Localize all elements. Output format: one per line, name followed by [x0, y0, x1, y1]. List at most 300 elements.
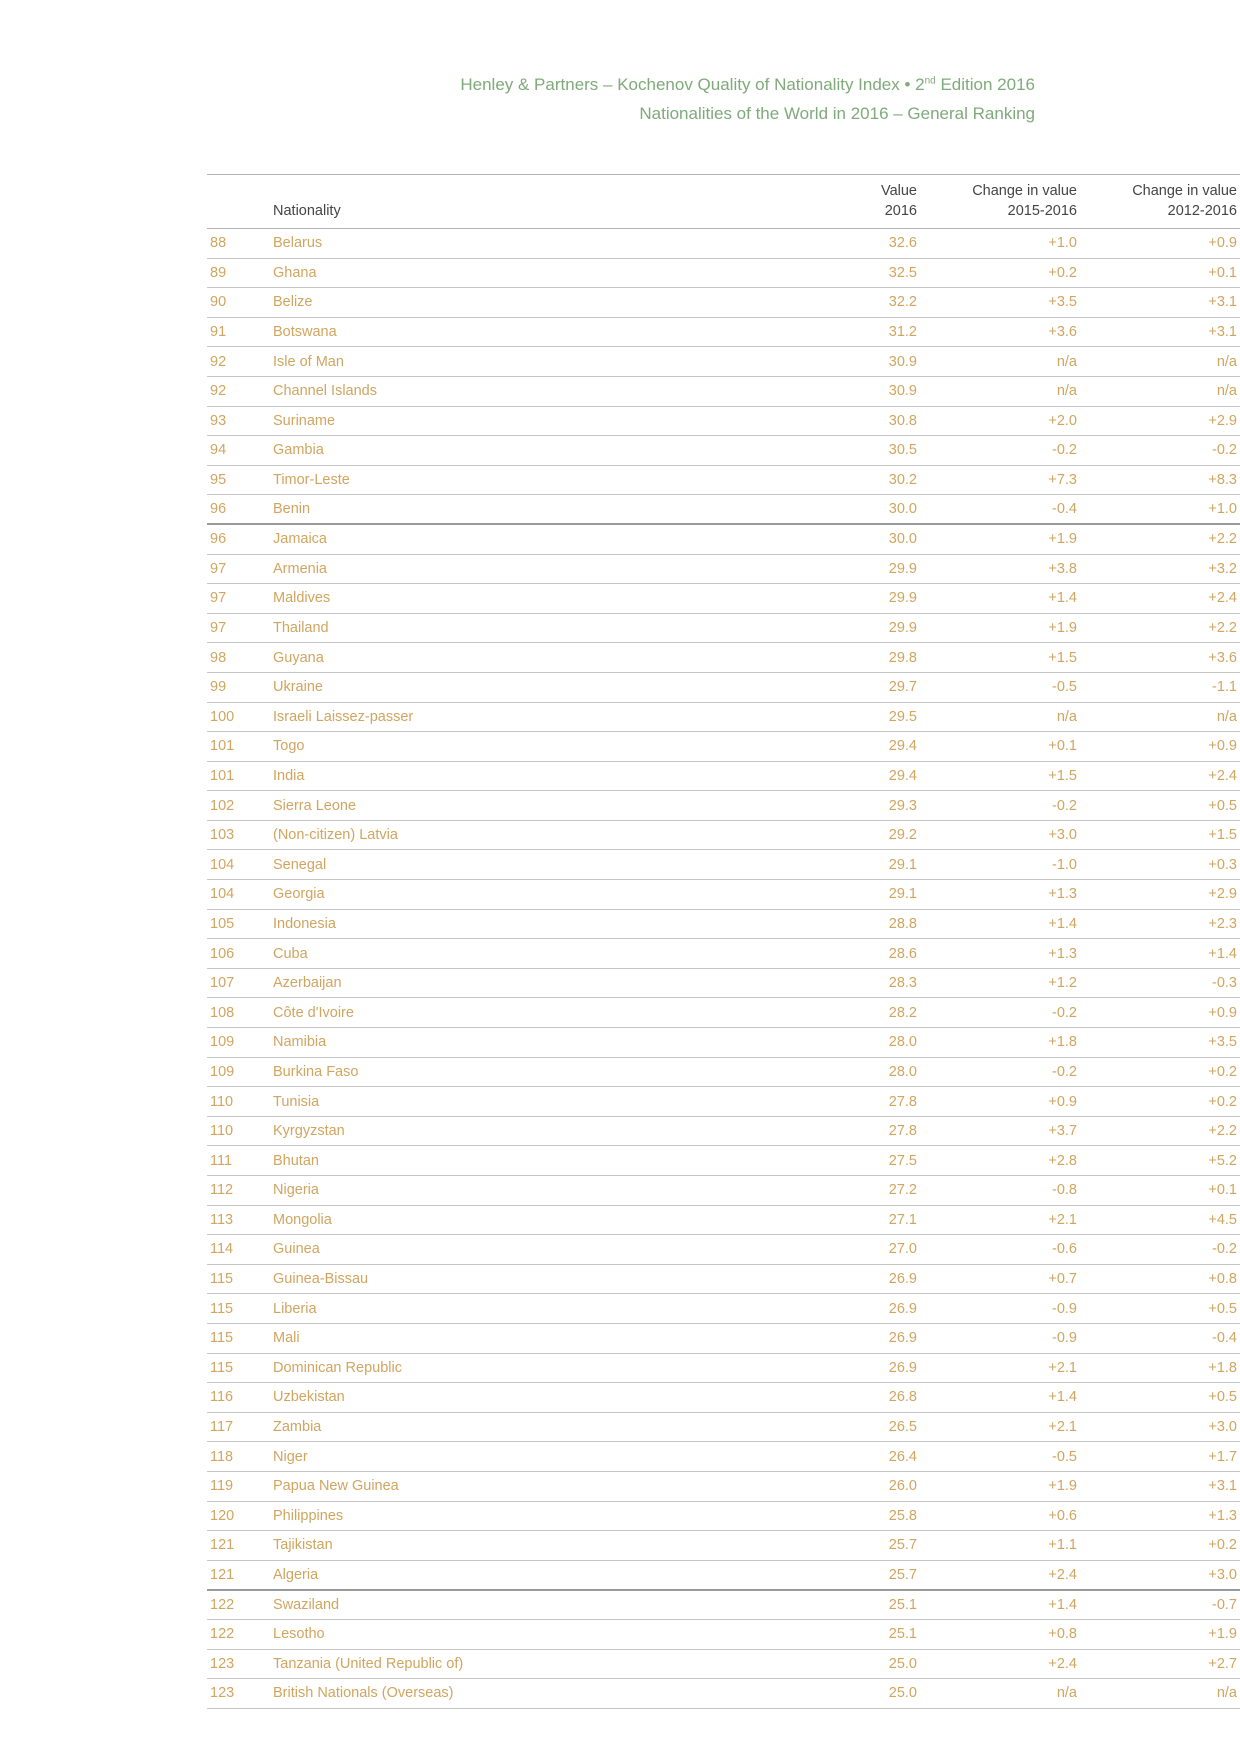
change-2015-2016-cell: -0.5 [920, 672, 1080, 702]
table-row [207, 1649, 1240, 1679]
value-cell: 30.8 [655, 406, 920, 436]
rank-cell: 91 [207, 317, 270, 347]
change-2015-2016-cell: +3.8 [920, 554, 1080, 584]
change-2015-2016-cell: +1.9 [920, 613, 1080, 643]
value-cell: 30.9 [655, 347, 920, 377]
value-cell: 29.1 [655, 850, 920, 880]
nationality-cell: Ukraine [270, 672, 655, 702]
rank-cell: 117 [207, 1412, 270, 1442]
change-2015-2016-cell: +0.1 [920, 732, 1080, 762]
value-cell: 25.1 [655, 1619, 920, 1649]
nationality-cell: Belarus [270, 229, 655, 259]
change-2012-2016-cell: +2.3 [1080, 909, 1240, 939]
value-cell: 28.8 [655, 909, 920, 939]
change-2012-2016-cell: +3.0 [1080, 1412, 1240, 1442]
rank-cell: 99 [207, 672, 270, 702]
nationality-cell: Azerbaijan [270, 968, 655, 998]
table-row [207, 761, 1240, 791]
rank-cell: 93 [207, 406, 270, 436]
rank-cell: 121 [207, 1531, 270, 1561]
value-cell: 26.5 [655, 1412, 920, 1442]
change-2012-2016-cell: +2.2 [1080, 524, 1240, 554]
value-cell: 25.7 [655, 1531, 920, 1561]
rank-cell: 94 [207, 436, 270, 466]
table-row [207, 880, 1240, 910]
change-2012-2016-cell: n/a [1080, 702, 1240, 732]
change-2012-2016-cell: +3.1 [1080, 288, 1240, 318]
change-2015-2016-cell: +1.9 [920, 1471, 1080, 1501]
nationality-cell: Dominican Republic [270, 1353, 655, 1383]
table-row [207, 1176, 1240, 1206]
rank-column-header [207, 175, 270, 229]
change-2015-2016-cell: +3.6 [920, 317, 1080, 347]
change-2015-2016-cell: +0.8 [920, 1619, 1080, 1649]
table-row [207, 288, 1240, 318]
table-row [207, 613, 1240, 643]
table-row [207, 1412, 1240, 1442]
nationality-cell: India [270, 761, 655, 791]
table-row [207, 791, 1240, 821]
nationality-cell: Botswana [270, 317, 655, 347]
change-2012-2016-cell: +0.2 [1080, 1531, 1240, 1561]
rank-cell: 108 [207, 998, 270, 1028]
nationality-cell: Ghana [270, 258, 655, 288]
table-row [207, 702, 1240, 732]
table-row [207, 1679, 1240, 1709]
change-2015-2016-cell: +2.1 [920, 1412, 1080, 1442]
table-row [207, 820, 1240, 850]
nationality-cell: Guinea [270, 1235, 655, 1265]
value-cell: 28.0 [655, 1057, 920, 1087]
change-2012-2016-cell: +5.2 [1080, 1146, 1240, 1176]
change-2015-2016-cell: -0.2 [920, 791, 1080, 821]
nationality-cell: Liberia [270, 1294, 655, 1324]
change-2012-2016-cell: n/a [1080, 376, 1240, 406]
change-2015-2016-cell: +1.5 [920, 761, 1080, 791]
nationality-cell: Mongolia [270, 1205, 655, 1235]
value-cell: 30.2 [655, 465, 920, 495]
rank-cell: 104 [207, 850, 270, 880]
table-row [207, 1146, 1240, 1176]
table-row [207, 672, 1240, 702]
rank-cell: 103 [207, 820, 270, 850]
change-2012-2016-cell: +3.5 [1080, 1028, 1240, 1058]
rank-cell: 115 [207, 1264, 270, 1294]
change-2012-2016-cell: +1.7 [1080, 1442, 1240, 1472]
rank-cell: 97 [207, 584, 270, 614]
rank-cell: 95 [207, 465, 270, 495]
change-2015-2016-cell: +1.5 [920, 643, 1080, 673]
change-2012-2016-cell: +2.9 [1080, 880, 1240, 910]
value-cell: 27.2 [655, 1176, 920, 1206]
value-cell: 29.7 [655, 672, 920, 702]
change-2012-2016-cell: +0.9 [1080, 229, 1240, 259]
change-2012-2016-cell: +2.7 [1080, 1649, 1240, 1679]
change-2012-2016-cell: +1.0 [1080, 495, 1240, 525]
value-cell: 26.0 [655, 1471, 920, 1501]
value-cell: 31.2 [655, 317, 920, 347]
value-cell: 29.8 [655, 643, 920, 673]
change-2012-2016-cell: -0.4 [1080, 1323, 1240, 1353]
nationality-cell: Benin [270, 495, 655, 525]
nationality-cell: Guinea-Bissau [270, 1264, 655, 1294]
value-cell: 28.3 [655, 968, 920, 998]
change-2015-2016-cell: -0.2 [920, 436, 1080, 466]
rank-cell: 109 [207, 1057, 270, 1087]
nationality-cell: Togo [270, 732, 655, 762]
change-2015-2016-cell: +3.0 [920, 820, 1080, 850]
rank-cell: 115 [207, 1294, 270, 1324]
nationality-cell: Philippines [270, 1501, 655, 1531]
value-cell: 25.7 [655, 1560, 920, 1590]
rank-cell: 92 [207, 376, 270, 406]
value-cell: 29.9 [655, 613, 920, 643]
change-2012-2016-cell: n/a [1080, 1679, 1240, 1709]
table-row [207, 1353, 1240, 1383]
table-row [207, 347, 1240, 377]
table-row [207, 1205, 1240, 1235]
rank-cell: 123 [207, 1649, 270, 1679]
change-2012-2016-cell: +1.3 [1080, 1501, 1240, 1531]
table-header-row [207, 175, 1240, 229]
rank-cell: 111 [207, 1146, 270, 1176]
nationality-cell: Belize [270, 288, 655, 318]
rank-cell: 92 [207, 347, 270, 377]
nationality-cell: Bhutan [270, 1146, 655, 1176]
table-row [207, 1087, 1240, 1117]
nationality-cell: Namibia [270, 1028, 655, 1058]
change-2012-2016-cell: +0.3 [1080, 850, 1240, 880]
value-cell: 30.9 [655, 376, 920, 406]
rank-cell: 121 [207, 1560, 270, 1590]
change-2012-2016-cell: +0.1 [1080, 258, 1240, 288]
table-row [207, 258, 1240, 288]
change-2012-2016-cell: +1.8 [1080, 1353, 1240, 1383]
change-2012-2016-cell: +0.8 [1080, 1264, 1240, 1294]
table-row [207, 406, 1240, 436]
change-2015-2016-cell: n/a [920, 702, 1080, 732]
value-cell: 28.6 [655, 939, 920, 969]
nationality-cell: Armenia [270, 554, 655, 584]
change-2012-2016-cell: -0.7 [1080, 1590, 1240, 1620]
table-row [207, 939, 1240, 969]
change-2012-2016-cell: -0.2 [1080, 436, 1240, 466]
rank-cell: 122 [207, 1590, 270, 1620]
change-2012-2016-column-header: Change in value 2012-2016 [1080, 175, 1240, 229]
change-2012-2016-cell: +3.0 [1080, 1560, 1240, 1590]
table-row [207, 465, 1240, 495]
table-row [207, 1501, 1240, 1531]
value-cell: 29.3 [655, 791, 920, 821]
change-2012-2016-cell: +1.4 [1080, 939, 1240, 969]
nationality-cell: Tunisia [270, 1087, 655, 1117]
change-2012-2016-cell: n/a [1080, 347, 1240, 377]
table-row [207, 1294, 1240, 1324]
change-2015-2016-cell: +0.9 [920, 1087, 1080, 1117]
header-subtitle: Nationalities of the World in 2016 – General Ranking [639, 104, 1035, 123]
change-2012-2016-cell: +2.4 [1080, 584, 1240, 614]
change-2012-2016-cell: +0.1 [1080, 1176, 1240, 1206]
nationality-cell: Nigeria [270, 1176, 655, 1206]
rank-cell: 122 [207, 1619, 270, 1649]
table-row [207, 229, 1240, 259]
rank-cell: 106 [207, 939, 270, 969]
nationality-cell: Uzbekistan [270, 1383, 655, 1413]
value-cell: 26.9 [655, 1323, 920, 1353]
change-2015-2016-cell: +1.4 [920, 1383, 1080, 1413]
value-cell: 29.4 [655, 761, 920, 791]
change-2012-2016-cell: +2.2 [1080, 1116, 1240, 1146]
rank-cell: 115 [207, 1323, 270, 1353]
header-title: Henley & Partners – Kochenov Quality of Nationality Index • 2nd Edition 2016 [460, 75, 1035, 94]
nationality-cell: Isle of Man [270, 347, 655, 377]
change-2015-2016-cell: -1.0 [920, 850, 1080, 880]
change-2015-2016-cell: +2.1 [920, 1205, 1080, 1235]
table-row [207, 317, 1240, 347]
change-2012-2016-cell: +0.9 [1080, 998, 1240, 1028]
rank-cell: 109 [207, 1028, 270, 1058]
rank-cell: 105 [207, 909, 270, 939]
change-2015-2016-cell: -0.9 [920, 1294, 1080, 1324]
value-cell: 27.1 [655, 1205, 920, 1235]
change-2015-2016-cell: +1.3 [920, 880, 1080, 910]
rank-cell: 104 [207, 880, 270, 910]
value-cell: 25.8 [655, 1501, 920, 1531]
change-2015-2016-cell: -0.6 [920, 1235, 1080, 1265]
change-2015-2016-cell: +0.2 [920, 258, 1080, 288]
change-2012-2016-cell: +3.6 [1080, 643, 1240, 673]
table-row [207, 850, 1240, 880]
rank-cell: 101 [207, 761, 270, 791]
change-2015-2016-column-header: Change in value 2015-2016 [920, 175, 1080, 229]
nationality-cell: Côte d'Ivoire [270, 998, 655, 1028]
value-cell: 26.9 [655, 1264, 920, 1294]
rank-cell: 116 [207, 1383, 270, 1413]
table-row [207, 376, 1240, 406]
change-2012-2016-cell: +1.5 [1080, 820, 1240, 850]
rank-cell: 113 [207, 1205, 270, 1235]
value-cell: 29.2 [655, 820, 920, 850]
change-2015-2016-cell: +2.8 [920, 1146, 1080, 1176]
value-cell: 25.0 [655, 1649, 920, 1679]
nationality-cell: Tanzania (United Republic of) [270, 1649, 655, 1679]
change-2015-2016-cell: +1.1 [920, 1531, 1080, 1561]
table-row [207, 909, 1240, 939]
change-2012-2016-cell: +0.2 [1080, 1057, 1240, 1087]
rank-cell: 112 [207, 1176, 270, 1206]
table-row [207, 1471, 1240, 1501]
change-2015-2016-cell: -0.2 [920, 1057, 1080, 1087]
value-cell: 29.9 [655, 584, 920, 614]
table-row [207, 1442, 1240, 1472]
change-2015-2016-cell: -0.2 [920, 998, 1080, 1028]
change-2012-2016-cell: +0.9 [1080, 732, 1240, 762]
value-cell: 29.5 [655, 702, 920, 732]
value-cell: 27.0 [655, 1235, 920, 1265]
nationality-cell: Algeria [270, 1560, 655, 1590]
value-cell: 29.4 [655, 732, 920, 762]
change-2015-2016-cell: n/a [920, 376, 1080, 406]
value-cell: 28.0 [655, 1028, 920, 1058]
value-cell: 30.0 [655, 495, 920, 525]
nationality-cell: Kyrgyzstan [270, 1116, 655, 1146]
nationality-cell: Tajikistan [270, 1531, 655, 1561]
table-row [207, 732, 1240, 762]
rank-cell: 115 [207, 1353, 270, 1383]
table-row [207, 1560, 1240, 1590]
value-cell: 29.9 [655, 554, 920, 584]
change-2015-2016-cell: -0.9 [920, 1323, 1080, 1353]
rank-cell: 110 [207, 1116, 270, 1146]
rank-cell: 96 [207, 524, 270, 554]
change-2015-2016-cell: +1.2 [920, 968, 1080, 998]
rank-cell: 118 [207, 1442, 270, 1472]
nationality-cell: Zambia [270, 1412, 655, 1442]
change-2012-2016-cell: +0.5 [1080, 1294, 1240, 1324]
change-2015-2016-cell: +1.8 [920, 1028, 1080, 1058]
change-2012-2016-cell: +0.2 [1080, 1087, 1240, 1117]
nationality-cell: Cuba [270, 939, 655, 969]
nationality-cell: Jamaica [270, 524, 655, 554]
change-2015-2016-cell: +0.6 [920, 1501, 1080, 1531]
change-2015-2016-cell: +2.0 [920, 406, 1080, 436]
change-2015-2016-cell: +3.5 [920, 288, 1080, 318]
rank-cell: 96 [207, 495, 270, 525]
value-cell: 27.5 [655, 1146, 920, 1176]
table-row [207, 1531, 1240, 1561]
change-2015-2016-cell: +2.4 [920, 1560, 1080, 1590]
change-2015-2016-cell: -0.4 [920, 495, 1080, 525]
table-row [207, 968, 1240, 998]
table-row [207, 584, 1240, 614]
change-2012-2016-cell: +3.1 [1080, 317, 1240, 347]
rank-cell: 101 [207, 732, 270, 762]
value-cell: 32.5 [655, 258, 920, 288]
rank-cell: 110 [207, 1087, 270, 1117]
value-cell: 29.1 [655, 880, 920, 910]
change-2012-2016-cell: +3.2 [1080, 554, 1240, 584]
table-row [207, 1116, 1240, 1146]
nationality-cell: Gambia [270, 436, 655, 466]
value-cell: 26.4 [655, 1442, 920, 1472]
change-2012-2016-cell: -0.2 [1080, 1235, 1240, 1265]
change-2012-2016-cell: +8.3 [1080, 465, 1240, 495]
rank-cell: 120 [207, 1501, 270, 1531]
nationality-cell: Guyana [270, 643, 655, 673]
table-row [207, 554, 1240, 584]
nationality-cell: Papua New Guinea [270, 1471, 655, 1501]
rank-cell: 102 [207, 791, 270, 821]
change-2015-2016-cell: +2.4 [920, 1649, 1080, 1679]
change-2015-2016-cell: +1.9 [920, 524, 1080, 554]
value-cell: 30.0 [655, 524, 920, 554]
table-row [207, 1028, 1240, 1058]
change-2015-2016-cell: +2.1 [920, 1353, 1080, 1383]
table-row [207, 436, 1240, 466]
change-2012-2016-cell: +2.2 [1080, 613, 1240, 643]
value-cell: 25.1 [655, 1590, 920, 1620]
value-cell: 26.9 [655, 1294, 920, 1324]
rank-cell: 98 [207, 643, 270, 673]
nationality-cell: Mali [270, 1323, 655, 1353]
table-row [207, 524, 1240, 554]
value-cell: 28.2 [655, 998, 920, 1028]
nationality-cell: Senegal [270, 850, 655, 880]
table-row [207, 1264, 1240, 1294]
nationality-cell: (Non-citizen) Latvia [270, 820, 655, 850]
nationality-cell: British Nationals (Overseas) [270, 1679, 655, 1709]
nationality-cell: Sierra Leone [270, 791, 655, 821]
change-2012-2016-cell: +4.5 [1080, 1205, 1240, 1235]
document-header [460, 70, 1035, 128]
value-cell: 30.5 [655, 436, 920, 466]
change-2015-2016-cell: -0.8 [920, 1176, 1080, 1206]
nationality-cell: Israeli Laissez-passer [270, 702, 655, 732]
table-row [207, 1383, 1240, 1413]
change-2012-2016-cell: +0.5 [1080, 1383, 1240, 1413]
rank-cell: 119 [207, 1471, 270, 1501]
change-2012-2016-cell: -0.3 [1080, 968, 1240, 998]
change-2015-2016-cell: +0.7 [920, 1264, 1080, 1294]
change-2012-2016-cell: +3.1 [1080, 1471, 1240, 1501]
nationality-cell: Maldives [270, 584, 655, 614]
change-2012-2016-cell: -1.1 [1080, 672, 1240, 702]
table-row [207, 495, 1240, 525]
nationality-cell: Thailand [270, 613, 655, 643]
rank-cell: 123 [207, 1679, 270, 1709]
rank-cell: 97 [207, 613, 270, 643]
change-2012-2016-cell: +0.5 [1080, 791, 1240, 821]
table-row [207, 643, 1240, 673]
change-2012-2016-cell: +1.9 [1080, 1619, 1240, 1649]
nationality-column-header: Nationality [270, 175, 655, 229]
table-row [207, 1619, 1240, 1649]
nationality-cell: Timor-Leste [270, 465, 655, 495]
nationality-cell: Swaziland [270, 1590, 655, 1620]
ranking-table [207, 174, 1240, 1709]
rank-cell: 88 [207, 229, 270, 259]
change-2015-2016-cell: +3.7 [920, 1116, 1080, 1146]
value-cell: 32.6 [655, 229, 920, 259]
change-2015-2016-cell: n/a [920, 347, 1080, 377]
nationality-cell: Indonesia [270, 909, 655, 939]
table-row [207, 1057, 1240, 1087]
change-2015-2016-cell: +1.4 [920, 584, 1080, 614]
change-2015-2016-cell: +1.3 [920, 939, 1080, 969]
table-row [207, 1235, 1240, 1265]
table-body [207, 229, 1240, 1709]
change-2015-2016-cell: -0.5 [920, 1442, 1080, 1472]
value-cell: 27.8 [655, 1087, 920, 1117]
rank-cell: 89 [207, 258, 270, 288]
nationality-cell: Niger [270, 1442, 655, 1472]
nationality-cell: Channel Islands [270, 376, 655, 406]
change-2015-2016-cell: +7.3 [920, 465, 1080, 495]
value-cell: 32.2 [655, 288, 920, 318]
rank-cell: 97 [207, 554, 270, 584]
change-2012-2016-cell: +2.9 [1080, 406, 1240, 436]
value-column-header: Value 2016 [655, 175, 920, 229]
rank-cell: 90 [207, 288, 270, 318]
rank-cell: 114 [207, 1235, 270, 1265]
change-2015-2016-cell: n/a [920, 1679, 1080, 1709]
change-2015-2016-cell: +1.4 [920, 1590, 1080, 1620]
change-2012-2016-cell: +2.4 [1080, 761, 1240, 791]
rank-cell: 107 [207, 968, 270, 998]
table-row [207, 1590, 1240, 1620]
table-row [207, 1323, 1240, 1353]
nationality-cell: Burkina Faso [270, 1057, 655, 1087]
